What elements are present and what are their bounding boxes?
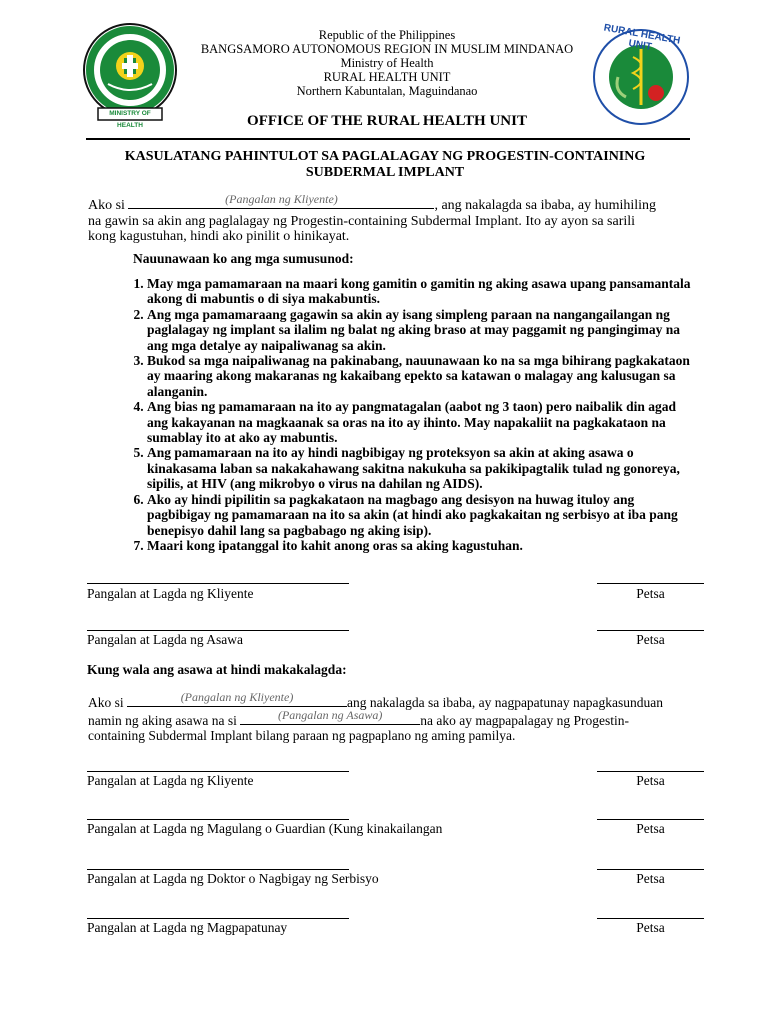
understand-heading: Nauunawaan ko ang mga sumusunod: xyxy=(133,251,354,266)
spouse-signature-line[interactable] xyxy=(87,630,349,631)
client-date-label: Petsa xyxy=(636,586,665,601)
client-signature-line[interactable] xyxy=(87,583,349,584)
intro-paragraph xyxy=(88,192,688,245)
doctor-date-line[interactable] xyxy=(597,869,704,870)
client-name-field-2[interactable] xyxy=(127,690,347,707)
header-line-republic: Republic of the Philippines xyxy=(318,28,456,42)
intro-prefix: Ako si xyxy=(88,198,125,213)
doctor-date-label: Petsa xyxy=(636,871,665,886)
spouse-date-line[interactable] xyxy=(597,630,704,631)
document-title-line2: SUBDERMAL IMPLANT xyxy=(305,164,465,180)
attestation-line2-prefix: namin ng aking asawa na si xyxy=(88,712,237,728)
guardian-signature-line[interactable] xyxy=(87,819,349,820)
ministry-of-health-seal xyxy=(78,22,182,129)
doctor-signature-line[interactable] xyxy=(87,869,349,870)
header-line-rhu: RURAL HEALTH UNIT xyxy=(323,70,451,84)
rural-health-unit-logo xyxy=(586,22,696,127)
list-item: 2. Ang mga pamamaraang gagawin sa akin ay isang simpleng paraan na nangangailangan ng paglalagay ng implant sa ilalim ng balat ng aking braso at may paggamit ng pangingimay na ang mga detalye ay naipaliwanag sa akin. xyxy=(147,307,697,353)
intro-line1 xyxy=(88,192,688,214)
list-item: 4. Ang bias ng pamamaraan na ito ay pangmatagalan (aabot ng 3 taon) pero naibalik din agad ang kakayanan na magkaanak sa oras na ito ay ihinto. May napakaliit na pagkakataon na sumablay ito at ako ay mabuntis. xyxy=(147,399,697,445)
attestation-line2-rest: na ako ay magpapalagay ng Progestin- xyxy=(420,712,630,728)
understanding-list xyxy=(133,276,697,553)
witness-signature-line[interactable] xyxy=(87,918,349,919)
spouse-name-field[interactable] xyxy=(240,707,420,725)
list-item: 6. Ako ay hindi pipilitin sa pagkakataon na magbago ang desisyon na huwag ituloy ang pagbibigay ng pamamaraan na ito sa akin (at hindi ako pagkakaitan ng serbisyo at iba pang benepisyo dahil lang sa pagbabago ng aking isip). xyxy=(147,492,697,538)
list-item: 5. Ang pamamaraan na ito ay hindi nagbibigay ng proteksyon sa akin at aking asawa o kinakasama laban sa nakakahawang sakitna nakukuha sa pakikipagtalik tulad ng gonoreya, sipilis, at HIV (ang mikrobyo o virus na dahilan ng AIDS). xyxy=(147,445,697,491)
spouse-date-label: Petsa xyxy=(636,632,665,647)
no-spouse-heading: Kung wala ang asawa at hindi makakalagda: xyxy=(87,662,347,677)
witness-date-line[interactable] xyxy=(597,918,704,919)
intro-rest: , ang nakalagda sa ibaba, ay humihiling xyxy=(434,198,657,213)
spouse-signature-label: Pangalan at Lagda ng Asawa xyxy=(87,632,243,647)
header-line-region: BANGSAMORO AUTONOMOUS REGION IN MUSLIM MINDANAO xyxy=(200,42,574,56)
doctor-signature-label: Pangalan at Lagda ng Doktor o Nagbigay ng Serbisyo xyxy=(87,871,379,886)
list-item: 1. May mga pamamaraan na maari kong gamitin o gamitin ng aking asawa upang pansamantala akong di mabuntis o di siya makabuntis. xyxy=(147,276,697,307)
header-line-municipality: Northern Kabuntalan, Maguindanao xyxy=(296,84,478,98)
rhu-logo-text: RURAL HEALTH UNIT xyxy=(602,22,682,53)
intro-line3: kong kagustuhan, hindi ako pinilit o hinikayat. xyxy=(88,229,350,244)
guardian-signature-label: Pangalan at Lagda ng Magulang o Guardian (Kung kinakailangan xyxy=(87,821,443,836)
client2-date-label: Petsa xyxy=(636,773,665,788)
document-title xyxy=(100,149,670,180)
header-rule xyxy=(86,138,690,140)
guardian-date-label: Petsa xyxy=(636,821,665,836)
client-name-field[interactable] xyxy=(128,192,434,209)
client2-signature-label: Pangalan at Lagda ng Kliyente xyxy=(87,773,254,788)
document-title-line1: KASULATANG PAHINTULOT SA PAGLALAGAY NG PROGESTIN-CONTAINING xyxy=(124,149,646,164)
attestation-line2 xyxy=(88,707,688,729)
client2-date-line[interactable] xyxy=(597,771,704,772)
intro-line2: na gawin sa akin ang paglalagay ng Progestin-containing Subdermal Implant. Ito ay ayon sa sarili xyxy=(88,213,636,229)
client-signature-label: Pangalan at Lagda ng Kliyente xyxy=(87,586,254,601)
attestation-rest1: ang nakalagda sa ibaba, ay nagpapatunay napagkasunduan xyxy=(347,695,664,710)
guardian-date-line[interactable] xyxy=(597,819,704,820)
attestation-paragraph xyxy=(88,690,688,744)
header-line-ministry: Ministry of Health xyxy=(340,56,434,70)
office-title: OFFICE OF THE RURAL HEALTH UNIT xyxy=(247,113,527,129)
witness-date-label: Petsa xyxy=(636,920,665,935)
client-date-line[interactable] xyxy=(597,583,704,584)
client2-signature-line[interactable] xyxy=(87,771,349,772)
spouse-name-placeholder: (Pangalan ng Asawa) xyxy=(277,707,383,722)
attestation-prefix: Ako si xyxy=(88,695,124,710)
client-name-placeholder-2: (Pangalan ng Kliyente) xyxy=(180,690,294,704)
attestation-line3: containing Subdermal Implant bilang paraan ng pagpaplano ng aming pamilya. xyxy=(88,728,516,743)
client-name-placeholder: (Pangalan ng Kliyente) xyxy=(225,192,338,206)
witness-signature-label: Pangalan at Lagda ng Magpapatunay xyxy=(87,920,288,935)
seal-ribbon-text: MINISTRY OF HEALTH xyxy=(109,110,151,129)
list-item: 3. Bukod sa mga naipaliwanag na pakinabang, nauunawaan ko na sa mga bihirang pagkakataon ay maaring akong makaranas ng kakaibang epekto sa katawan o malagay ang kalusugan sa alanganin. xyxy=(147,353,697,399)
list-item: 7. Maari kong ipatanggal ito kahit anong oras sa aking kagustuhan. xyxy=(147,538,697,553)
